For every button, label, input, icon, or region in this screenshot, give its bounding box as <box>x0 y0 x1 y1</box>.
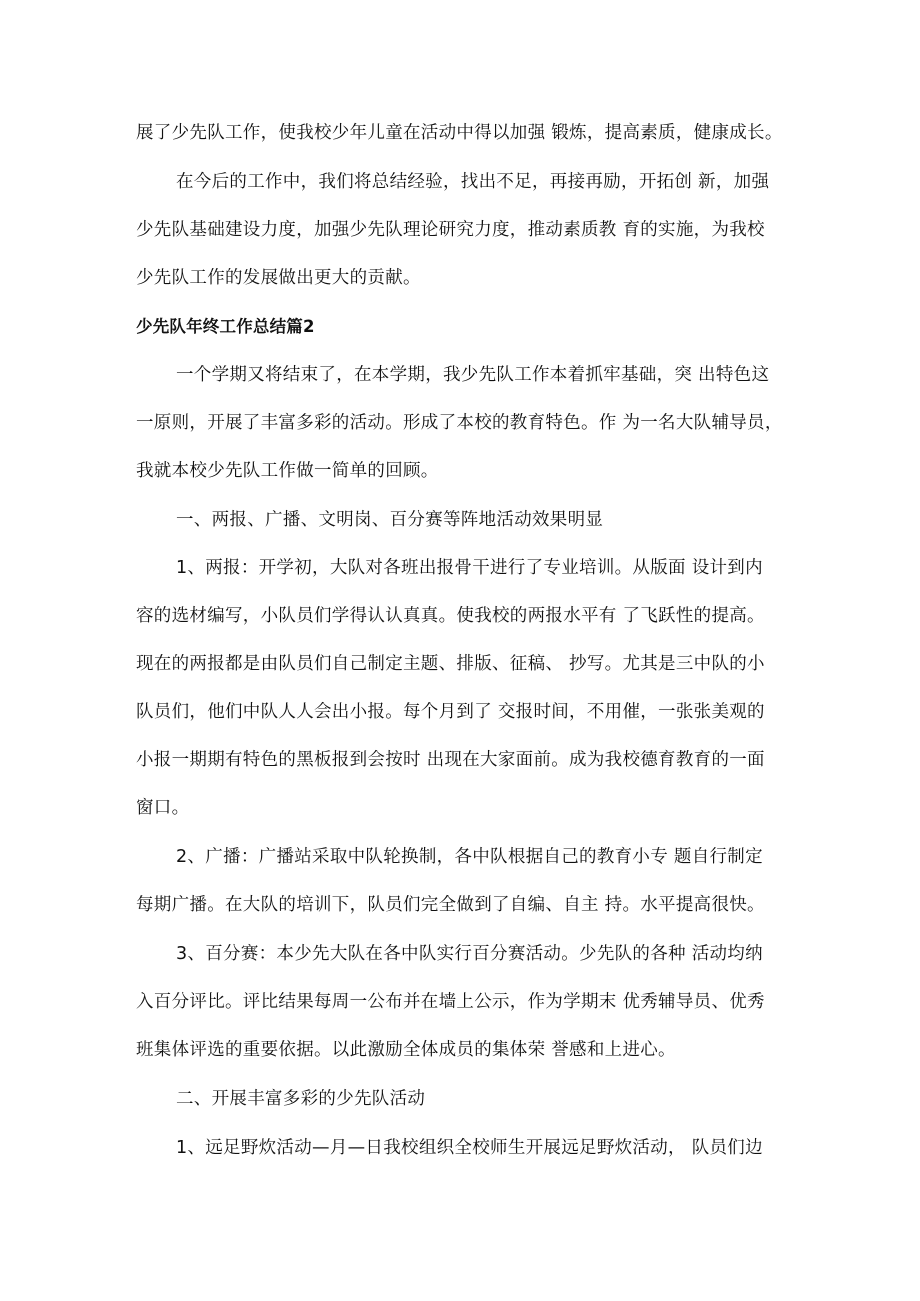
text-line: 1、远足野炊活动—月—日我校组织全校师生开展远足野炊活动， 队员们边 <box>176 1138 763 1158</box>
section-heading: 少先队年终工作总结篇2 <box>136 317 315 336</box>
text-line: 班集体评选的重要依据。以此激励全体成员的集体荣 誉感和上进心。 <box>136 1040 676 1060</box>
text-line: 入百分评比。评比结果每周一公布并在墙上公示，作为学期末 优秀辅导员、优秀 <box>136 992 765 1012</box>
text-line: 队员们，他们中队人人会出小报。每个月到了 交报时间，不用催，一张张美观的 <box>136 702 765 722</box>
text-line: 1、两报：开学初，大队对各班出报骨干进行了专业培训。从版面 设计到内 <box>176 558 763 578</box>
subheading-line: 二、开展丰富多彩的少先队活动 <box>176 1089 426 1109</box>
text-line: 3、百分赛：本少先大队在各中队实行百分赛活动。少先队的各种 活动均纳 <box>176 944 763 964</box>
text-line: 容的选材编写，小队员们学得认认真真。使我校的两报水平有 了飞跃性的提高。 <box>136 606 765 626</box>
text-line: 现在的两报都是由队员们自己制定主题、排版、征稿、 抄写。尤其是三中队的小 <box>136 654 765 674</box>
text-line: 2、广播：广播站采取中队轮换制，各中队根据自己的教育小专 题自行制定 <box>176 847 763 867</box>
text-line: 在今后的工作中，我们将总结经验，找出不足，再接再励，开拓创 新，加强 <box>176 172 770 192</box>
text-line: 少先队工作的发展做出更大的贡献。 <box>136 268 421 288</box>
text-line: 我就本校少先队工作做一简单的回顾。 <box>136 461 439 481</box>
text-line: 展了少先队工作，使我校少年儿童在活动中得以加强 锻炼，提高素质，健康成长。 <box>136 123 783 143</box>
subheading-line: 一、两报、广播、文明岗、百分赛等阵地活动效果明显 <box>176 510 604 530</box>
text-line: 窗口。 <box>136 798 190 818</box>
text-line: 每期广播。在大队的培训下，队员们完全做到了自编、自主 持。水平提高很快。 <box>136 895 765 915</box>
text-line: 小报一期期有特色的黑板报到会按时 出现在大家面前。成为我校德育教育的一面 <box>136 750 765 770</box>
text-line: 少先队基础建设力度，加强少先队理论研究力度，推动素质教 育的实施，为我校 <box>136 220 765 240</box>
text-line: 一个学期又将结束了，在本学期，我少先队工作本着抓牢基础，突 出特色这 <box>176 365 770 385</box>
text-line: 一原则，开展了丰富多彩的活动。形成了本校的教育特色。作 为一名大队辅导员， <box>136 413 783 433</box>
